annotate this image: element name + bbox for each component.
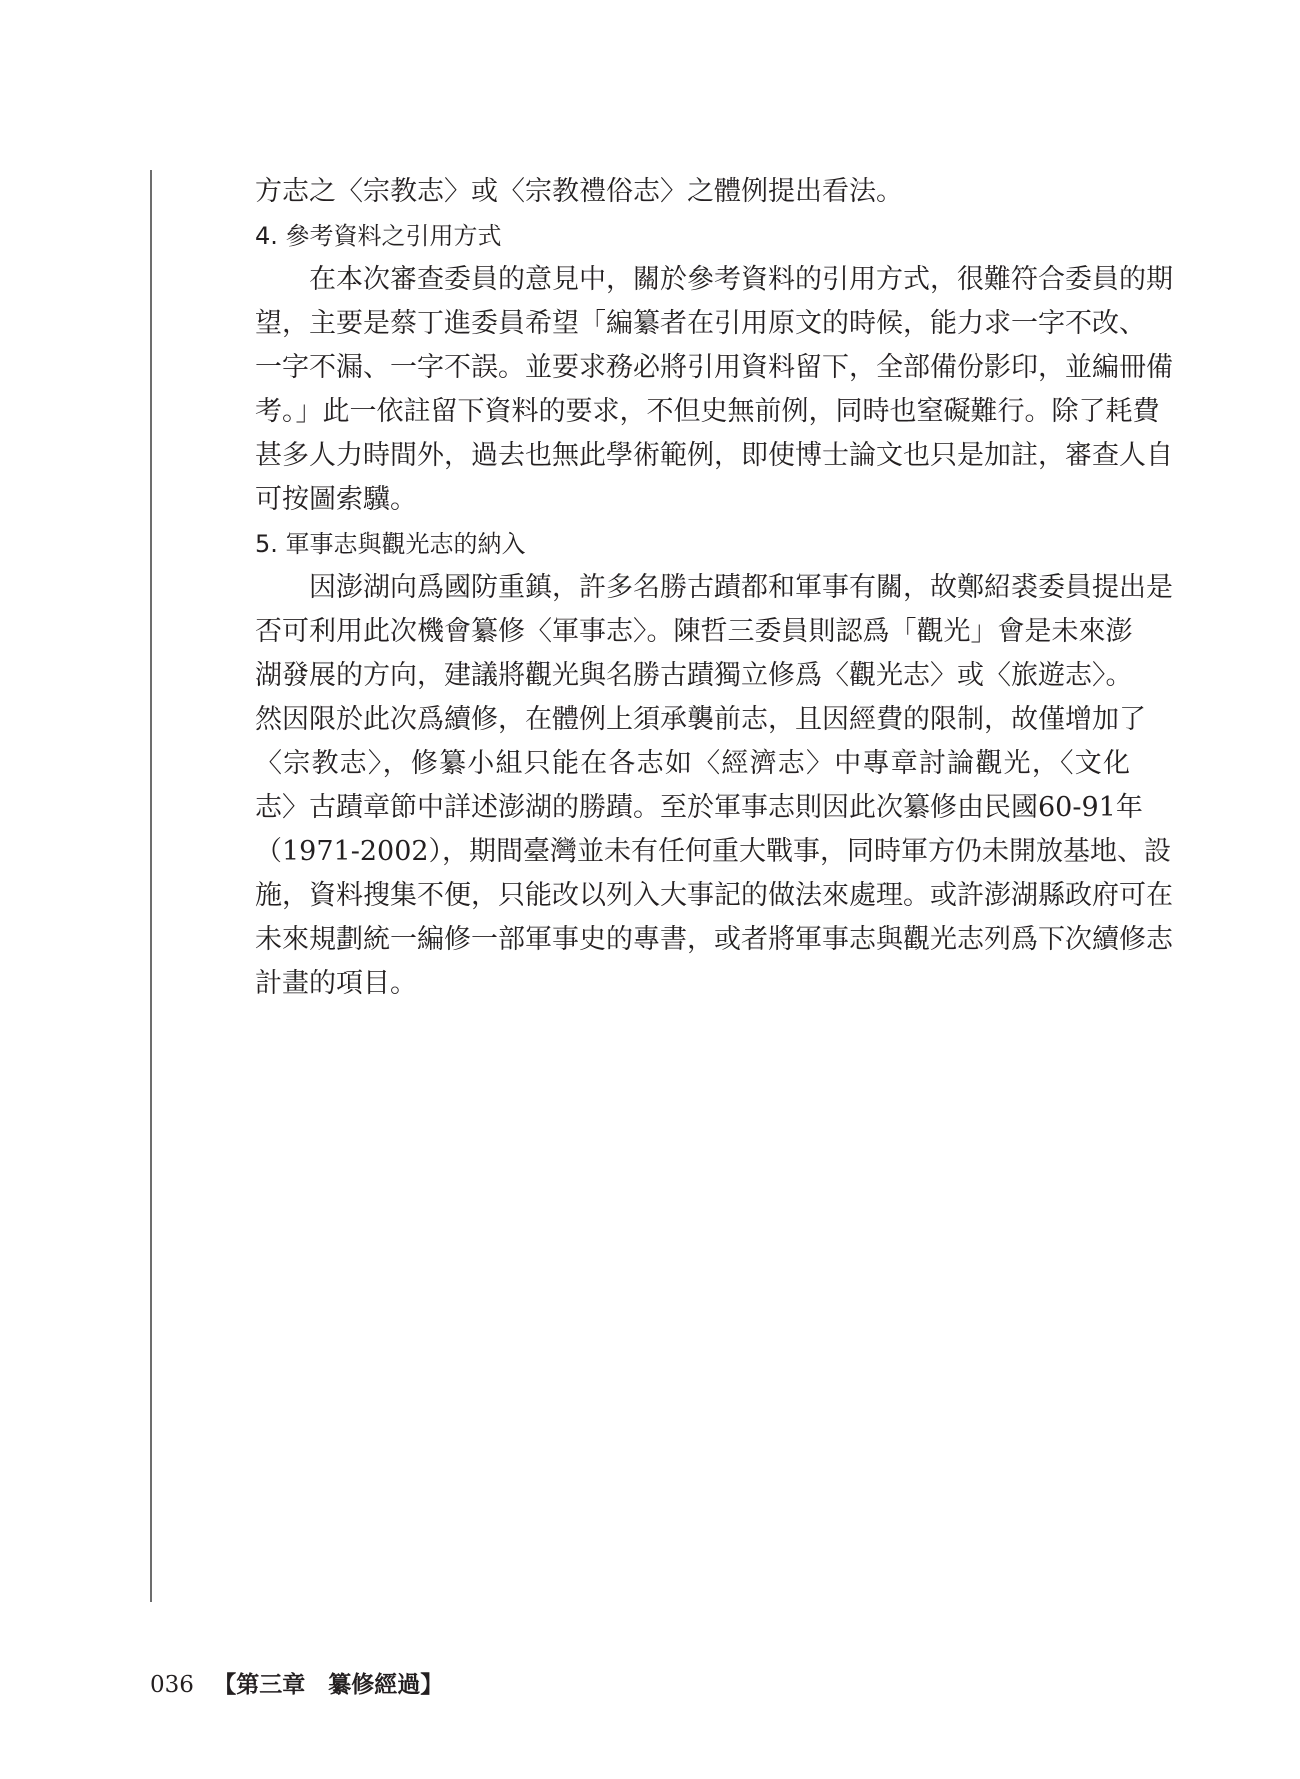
paragraph-line: 〈宗教志〉，修纂小組只能在各志如〈經濟志〉中專章討論觀光，〈文化 (255, 748, 1130, 779)
chapter-title: 【第三章 纂修經過】 (213, 1671, 444, 1698)
section-heading: 4. 參考資料之引用方式 (255, 222, 502, 250)
paragraph-line: 計畫的項目。 (255, 968, 417, 999)
paragraph-line: 然因限於此次爲續修，在體例上須承襲前志，且因經費的限制，故僅增加了 (255, 704, 1146, 735)
section-heading: 5. 軍事志與觀光志的納入 (255, 530, 526, 558)
paragraph-line: 可按圖索驥。 (255, 484, 417, 515)
paragraph-line: 志〉古蹟章節中詳述澎湖的勝蹟。至於軍事志則因此次纂修由民國60-91年 (255, 792, 1143, 823)
paragraph-line: 一字不漏、一字不誤。並要求務必將引用資料留下，全部備份影印，並編冊備 (255, 352, 1173, 383)
body-text (255, 170, 1173, 1006)
page-number: 036 (150, 1672, 194, 1698)
paragraph-line: （1971-2002），期間臺灣並未有任何重大戰事，同時軍方仍未開放基地、設 (255, 836, 1172, 867)
page-footer (150, 1670, 443, 1700)
paragraph-line: 甚多人力時間外，過去也無此學術範例，即使博士論文也只是加註，審查人自 (255, 440, 1173, 471)
margin-rule (150, 170, 152, 1602)
paragraph-line: 未來規劃統一編修一部軍事史的專書，或者將軍事志與觀光志列爲下次續修志 (255, 924, 1173, 955)
paragraph-line: 考。」此一依註留下資料的要求，不但史無前例，同時也窒礙難行。除了耗費 (255, 396, 1160, 427)
paragraph-line: 否可利用此次機會纂修〈軍事志〉。陳哲三委員則認爲「觀光」會是未來澎 (255, 616, 1133, 647)
paragraph-line: 湖發展的方向，建議將觀光與名勝古蹟獨立修爲〈觀光志〉或〈旅遊志〉。 (255, 660, 1133, 691)
paragraph-line: 施，資料搜集不便，只能改以列入大事記的做法來處理。或許澎湖縣政府可在 (255, 880, 1173, 911)
paragraph-line: 方志之〈宗教志〉或〈宗教禮俗志〉之體例提出看法。 (255, 176, 903, 207)
paragraph-line: 因澎湖向爲國防重鎮，許多名勝古蹟都和軍事有關，故鄭紹裘委員提出是 (309, 572, 1173, 603)
paragraph-line: 望，主要是蔡丁進委員希望「編纂者在引用原文的時候，能力求一字不改、 (255, 308, 1146, 339)
paragraph-line: 在本次審查委員的意見中，關於參考資料的引用方式，很難符合委員的期 (309, 264, 1173, 295)
